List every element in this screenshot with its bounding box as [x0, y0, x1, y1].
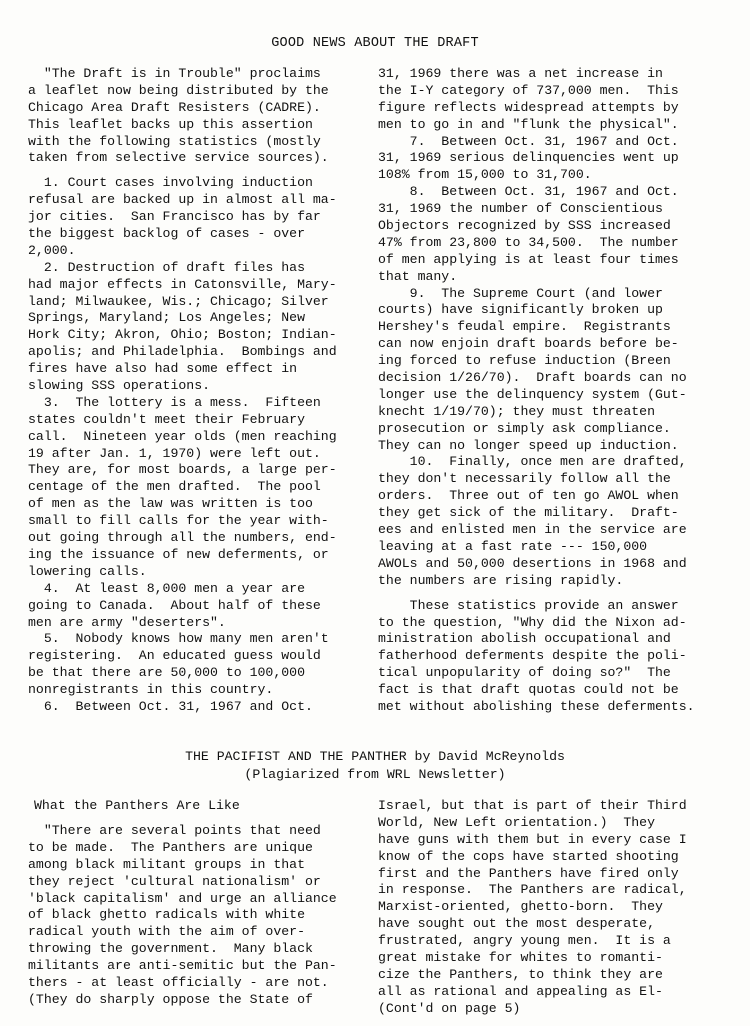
- section-title: THE PACIFIST AND THE PANTHER by David McReynolds: [185, 749, 565, 764]
- text-line: men to go in and "flunk the physical".: [378, 116, 679, 132]
- text-line: They can no longer speed up induction.: [378, 437, 679, 453]
- section-subtitle: (Plagiarized from WRL Newsletter): [244, 767, 506, 782]
- text-line: ing forced to refuse induction (Breen: [378, 353, 671, 369]
- text-line: AWOLs and 50,000 desertions in 1968 and: [378, 555, 687, 571]
- text-line: slowing SSS operations.: [28, 378, 211, 394]
- text-line: [28, 815, 337, 823]
- text-line: 31, 1969 serious delinquencies went up: [378, 150, 679, 166]
- text-line: [378, 590, 695, 598]
- text-line: 2. Destruction of draft files has: [28, 259, 305, 275]
- text-line: radical youth with the aim of over-: [28, 924, 305, 940]
- text-line: nonregistrants in this country.: [28, 682, 274, 698]
- text-line: can now enjoin draft boards before be-: [378, 336, 679, 352]
- text-line: 'black capitalism' and urge an alliance: [28, 890, 337, 906]
- panther-column-left: [28, 815, 337, 1009]
- text-line: all as rational and appealing as El-: [378, 983, 663, 999]
- text-line: they reject 'cultural nationalism' or: [28, 873, 321, 889]
- text-line: (Cont'd on page 5): [378, 1000, 521, 1016]
- text-line: of men applying is at least four times: [378, 251, 679, 267]
- text-line: to be made. The Panthers are unique: [28, 839, 313, 855]
- text-line: orders. Three out of ten go AWOL when: [378, 488, 679, 504]
- text-line: decision 1/26/70). Draft boards can no: [378, 370, 687, 386]
- text-line: 31, 1969 the number of Conscientious: [378, 201, 663, 217]
- text-line: lowering calls.: [28, 563, 147, 579]
- text-line: fires have also had some effect in: [28, 361, 298, 377]
- text-line: 1. Court cases involving induction: [28, 175, 313, 191]
- text-line: fact is that draft quotas could not be: [378, 682, 679, 698]
- text-line: taken from selective service sources).: [28, 150, 329, 166]
- text-line: (They do sharply oppose the State of: [28, 991, 313, 1007]
- text-line: Hershey's feudal empire. Registrants: [378, 319, 671, 335]
- text-line: ees and enlisted men in the service are: [378, 522, 687, 538]
- panther-column-right: [378, 798, 687, 1018]
- text-line: Hork City; Akron, Ohio; Boston; Indian-: [28, 327, 337, 343]
- text-line: 4. At least 8,000 men a year are: [28, 580, 305, 596]
- text-line: [28, 167, 337, 175]
- text-line: going to Canada. About half of these: [28, 597, 321, 613]
- text-line: Israel, but that is part of their Third: [378, 798, 687, 813]
- text-line: call. Nineteen year olds (men reaching: [28, 428, 337, 444]
- text-line: 19 after Jan. 1, 1970) were left out.: [28, 445, 321, 461]
- text-line: refusal are backed up in almost all ma-: [28, 192, 337, 208]
- text-line: they get sick of the military. Draft-: [378, 505, 679, 521]
- text-line: "The Draft is in Trouble" proclaims: [28, 66, 321, 81]
- text-line: be that there are 50,000 to 100,000: [28, 665, 305, 681]
- text-line: Chicago Area Draft Resisters (CADRE).: [28, 99, 321, 115]
- text-line: out going through all the numbers, end-: [28, 530, 337, 546]
- article-column-left: [28, 66, 337, 716]
- text-line: have guns with them but in every case I: [378, 831, 687, 847]
- text-line: the biggest backlog of cases - over: [28, 226, 305, 242]
- text-line: small to fill calls for the year with-: [28, 513, 329, 529]
- text-line: 6. Between Oct. 31, 1967 and Oct.: [28, 698, 313, 714]
- text-line: 5. Nobody knows how many men aren't: [28, 631, 329, 647]
- text-line: World, New Left orientation.) They: [378, 814, 655, 830]
- text-line: have sought out the most desperate,: [378, 916, 655, 932]
- text-line: to the question, "Why did the Nixon ad-: [378, 614, 687, 630]
- text-line: 10. Finally, once men are drafted,: [378, 454, 687, 470]
- text-line: 31, 1969 there was a net increase in: [378, 66, 663, 81]
- text-line: longer use the delinquency system (Gut-: [378, 386, 687, 402]
- text-line: first and the Panthers have fired only: [378, 865, 679, 881]
- text-line: 9. The Supreme Court (and lower: [378, 285, 663, 301]
- text-line: among black militant groups in that: [28, 856, 305, 872]
- text-line: that many.: [378, 268, 458, 284]
- text-line: fatherhood deferments despite the poli-: [378, 648, 687, 664]
- text-line: the I-Y category of 737,000 men. This: [378, 82, 679, 98]
- text-line: apolis; and Philadelphia. Bombings and: [28, 344, 337, 360]
- text-line: centage of the men drafted. The pool: [28, 479, 321, 495]
- text-line: they don't necessarily follow all the: [378, 471, 671, 487]
- text-line: courts) have significantly broken up: [378, 302, 663, 318]
- text-line: thers - at least officially - are not.: [28, 975, 329, 991]
- text-line: of black ghetto radicals with white: [28, 907, 305, 923]
- text-line: tical unpopularity of doing so?" The: [378, 665, 671, 681]
- text-line: 7. Between Oct. 31, 1967 and Oct.: [378, 133, 679, 149]
- text-line: cize the Panthers, to think they are: [378, 966, 663, 982]
- text-line: registering. An educated guess would: [28, 648, 321, 664]
- text-line: leaving at a fast rate --- 150,000: [378, 538, 648, 554]
- text-line: throwing the government. Many black: [28, 941, 313, 957]
- text-line: great mistake for whites to romanti-: [378, 950, 663, 966]
- text-line: the numbers are rising rapidly.: [378, 572, 624, 588]
- subhead: What the Panthers Are Like: [34, 798, 240, 813]
- text-line: states couldn't meet their February: [28, 411, 305, 427]
- text-line: Springs, Maryland; Los Angeles; New: [28, 310, 305, 326]
- text-line: a leaflet now being distributed by the: [28, 82, 329, 98]
- text-line: ing the issuance of new deferments, or: [28, 546, 329, 562]
- text-line: land; Milwaukee, Wis.; Chicago; Silver: [28, 293, 329, 309]
- text-line: prosecution or simply ask compliance.: [378, 420, 671, 436]
- article-column-right: [378, 66, 695, 716]
- text-line: of men as the law was written is too: [28, 496, 313, 512]
- text-line: men are army "deserters".: [28, 614, 226, 630]
- text-line: "There are several points that need: [28, 823, 321, 838]
- text-line: knecht 1/19/70); they must threaten: [378, 403, 655, 419]
- text-line: They are, for most boards, a large per-: [28, 462, 337, 478]
- text-line: 2,000.: [28, 242, 76, 258]
- text-line: 8. Between Oct. 31, 1967 and Oct.: [378, 184, 679, 200]
- text-line: met without abolishing these deferments.: [378, 698, 695, 714]
- text-line: These statistics provide an answer: [378, 597, 679, 613]
- text-line: 47% from 23,800 to 34,500. The number: [378, 234, 679, 250]
- text-line: militants are anti-semitic but the Pan-: [28, 958, 337, 974]
- text-line: Marxist-oriented, ghetto-born. They: [378, 899, 663, 915]
- text-line: frustrated, angry young men. It is a: [378, 933, 671, 949]
- text-line: ministration abolish occupational and: [378, 631, 671, 647]
- text-line: figure reflects widespread attempts by: [378, 99, 679, 115]
- text-line: jor cities. San Francisco has by far: [28, 209, 321, 225]
- text-line: Objectors recognized by SSS increased: [378, 218, 671, 234]
- text-line: This leaflet backs up this assertion: [28, 116, 313, 132]
- page-title: GOOD NEWS ABOUT THE DRAFT: [271, 36, 479, 51]
- text-line: 108% from 15,000 to 31,700.: [378, 167, 592, 183]
- text-line: in response. The Panthers are radical,: [378, 882, 687, 898]
- text-line: know of the cops have started shooting: [378, 848, 679, 864]
- text-line: 3. The lottery is a mess. Fifteen: [28, 394, 321, 410]
- text-line: with the following statistics (mostly: [28, 133, 321, 149]
- text-line: had major effects in Catonsville, Mary-: [28, 276, 337, 292]
